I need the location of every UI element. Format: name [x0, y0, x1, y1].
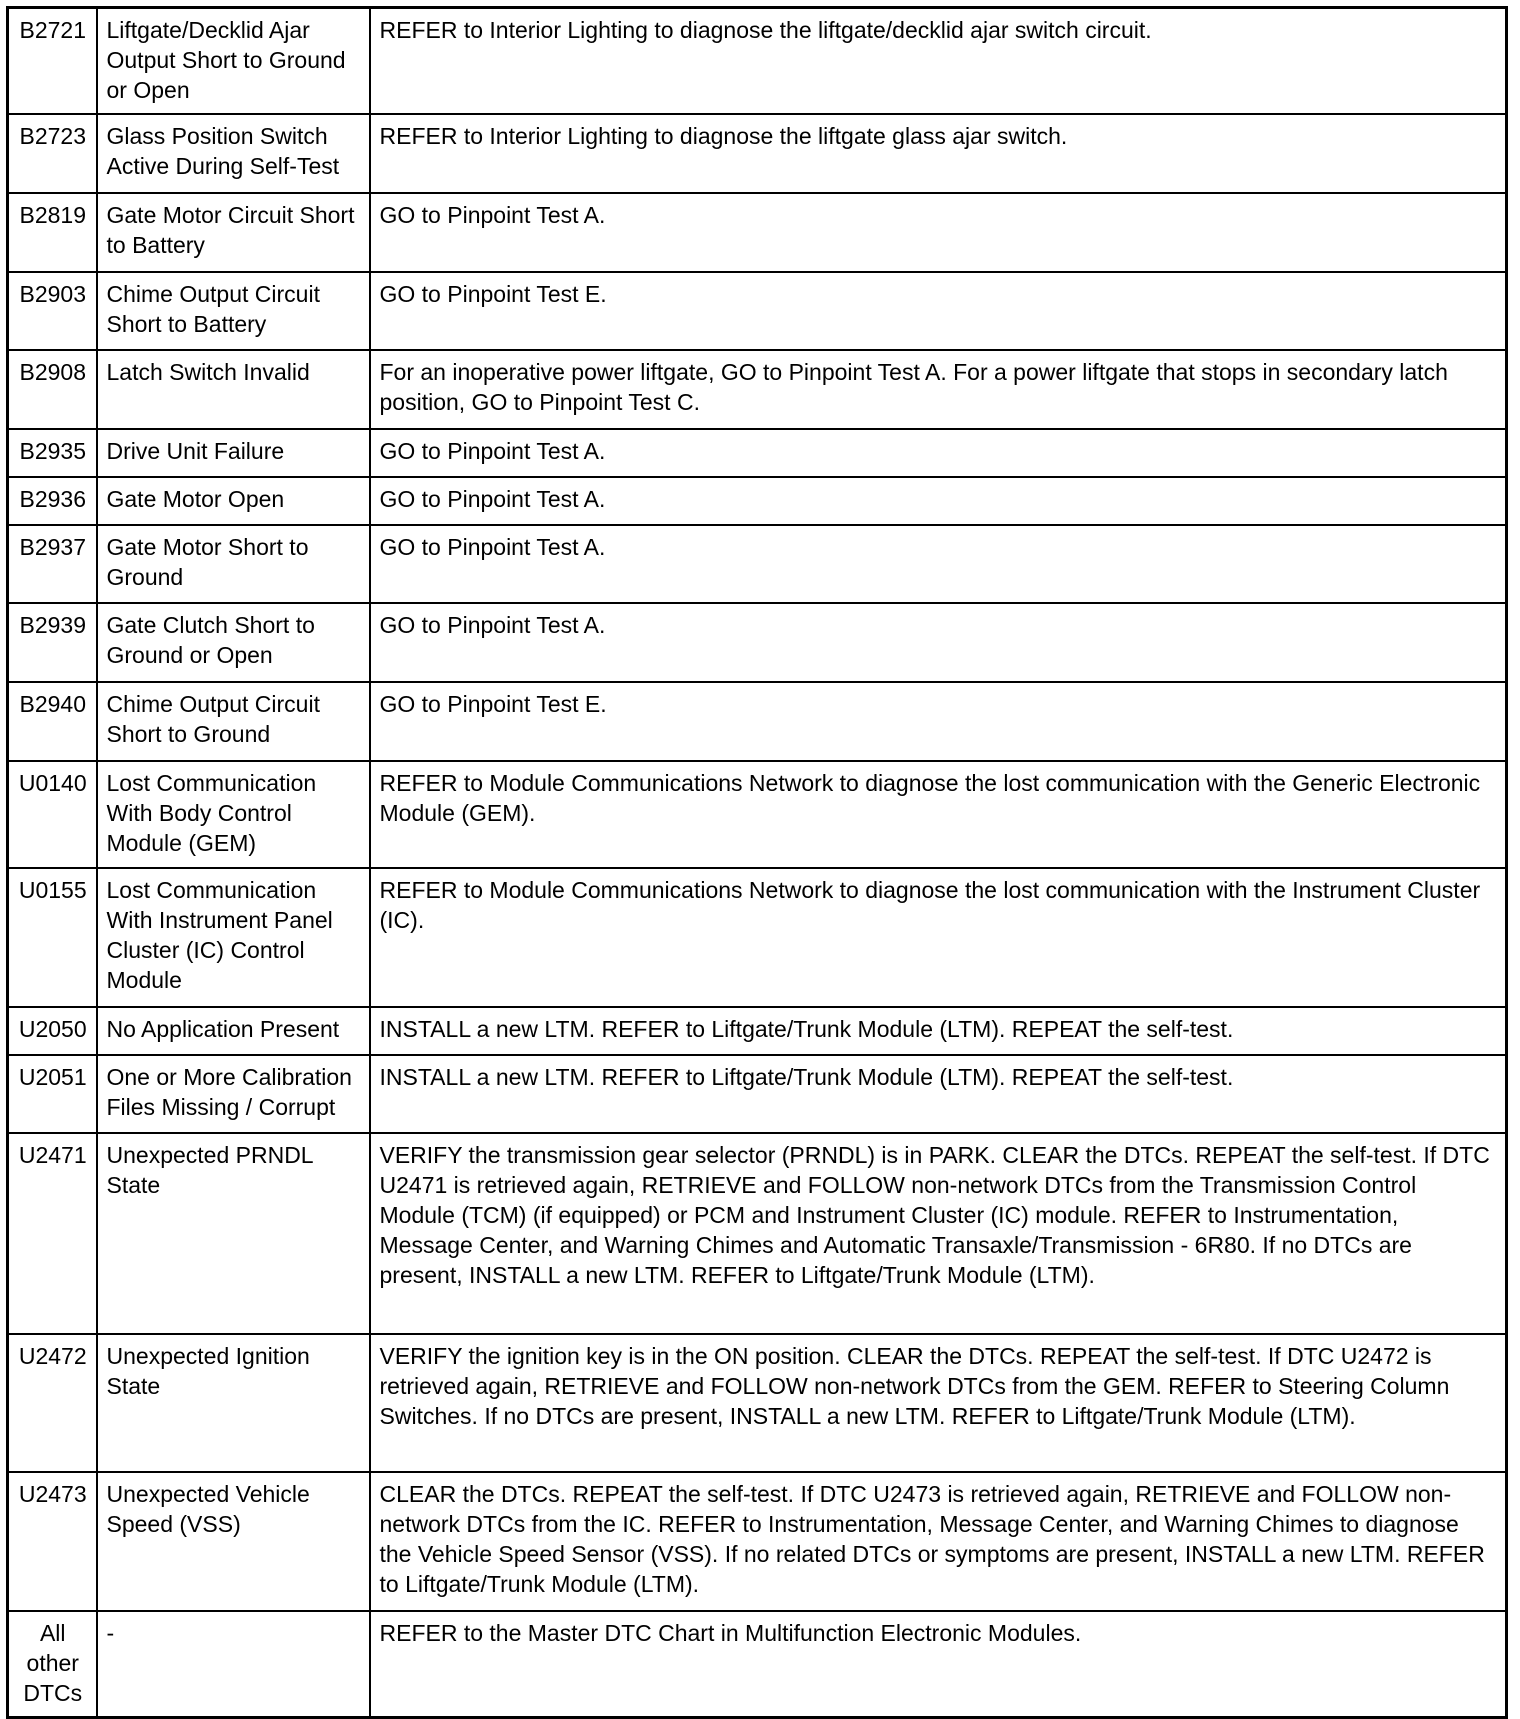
table-row [8, 1472, 1507, 1611]
dtc-action-cell: GO to Pinpoint Test A. [370, 477, 1507, 525]
dtc-action-cell: REFER to Module Communications Network to diagnose the lost communication with the Instrument Cluster (IC). [370, 868, 1507, 1007]
table-row [8, 603, 1507, 682]
dtc-code-cell: B2935 [8, 429, 97, 477]
dtc-code-cell: B2723 [8, 114, 97, 193]
dtc-description-cell: Unexpected PRNDL State [97, 1133, 370, 1334]
table-row [8, 761, 1507, 868]
dtc-description-cell: Gate Motor Short to Ground [97, 525, 370, 603]
dtc-action-cell: INSTALL a new LTM. REFER to Liftgate/Trunk Module (LTM). REPEAT the self-test. [370, 1007, 1507, 1055]
dtc-action-cell: GO to Pinpoint Test A. [370, 429, 1507, 477]
table-row [8, 1611, 1507, 1718]
dtc-description-cell: One or More Calibration Files Missing / Corrupt [97, 1055, 370, 1133]
dtc-action-cell: REFER to Interior Lighting to diagnose the liftgate glass ajar switch. [370, 114, 1507, 193]
dtc-action-cell: REFER to Module Communications Network to diagnose the lost communication with the Generic Electronic Module (GEM). [370, 761, 1507, 868]
dtc-description-cell: Lost Communication With Instrument Panel Cluster (IC) Control Module [97, 868, 370, 1007]
dtc-action-cell: REFER to the Master DTC Chart in Multifunction Electronic Modules. [370, 1611, 1507, 1718]
dtc-action-cell: GO to Pinpoint Test E. [370, 682, 1507, 761]
table-row [8, 1055, 1507, 1133]
dtc-code-cell: U0155 [8, 868, 97, 1007]
dtc-code-cell: U2051 [8, 1055, 97, 1133]
dtc-description-cell: Drive Unit Failure [97, 429, 370, 477]
dtc-action-cell: GO to Pinpoint Test A. [370, 525, 1507, 603]
dtc-code-cell: B2936 [8, 477, 97, 525]
dtc-code-cell: B2908 [8, 350, 97, 429]
dtc-code-cell: B2940 [8, 682, 97, 761]
dtc-action-cell: GO to Pinpoint Test E. [370, 272, 1507, 350]
table-row [8, 477, 1507, 525]
dtc-code-cell: B2939 [8, 603, 97, 682]
dtc-description-cell: Gate Motor Open [97, 477, 370, 525]
dtc-description-cell: Liftgate/Decklid Ajar Output Short to Ground or Open [97, 8, 370, 115]
dtc-code-cell: B2819 [8, 193, 97, 272]
dtc-description-cell: Unexpected Vehicle Speed (VSS) [97, 1472, 370, 1611]
table-row [8, 350, 1507, 429]
table-row [8, 1334, 1507, 1472]
dtc-description-cell: Unexpected Ignition State [97, 1334, 370, 1472]
dtc-description-cell: No Application Present [97, 1007, 370, 1055]
table-row [8, 682, 1507, 761]
dtc-description-cell: Glass Position Switch Active During Self-Test [97, 114, 370, 193]
dtc-table [6, 6, 1508, 1719]
dtc-action-cell: INSTALL a new LTM. REFER to Liftgate/Trunk Module (LTM). REPEAT the self-test. [370, 1055, 1507, 1133]
dtc-description-cell: Latch Switch Invalid [97, 350, 370, 429]
table-row [8, 272, 1507, 350]
dtc-code-cell: All other DTCs [8, 1611, 97, 1718]
table-row [8, 429, 1507, 477]
dtc-description-cell: Chime Output Circuit Short to Ground [97, 682, 370, 761]
table-row [8, 525, 1507, 603]
table-row [8, 1007, 1507, 1055]
dtc-action-cell: VERIFY the transmission gear selector (PRNDL) is in PARK. CLEAR the DTCs. REPEAT the self-test. If DTC U2471 is retrieved again, RETRIEVE and FOLLOW non-network DTCs from the Transmission Control Module (TCM) (if equipped) or PCM and Instrument Cluster (IC) module. REFER to Instrumentation, Message Center, and Warning Chimes and Automatic Transaxle/Transmission - 6R80. If no DTCs are present, INSTALL a new LTM. REFER to Liftgate/Trunk Module (LTM). [370, 1133, 1507, 1334]
dtc-action-cell: For an inoperative power liftgate, GO to Pinpoint Test A. For a power liftgate that stops in secondary latch position, GO to Pinpoint Test C. [370, 350, 1507, 429]
dtc-code-cell: B2937 [8, 525, 97, 603]
dtc-description-cell: Gate Clutch Short to Ground or Open [97, 603, 370, 682]
table-row [8, 868, 1507, 1007]
dtc-table-body [8, 8, 1507, 1718]
dtc-code-cell: B2903 [8, 272, 97, 350]
dtc-description-cell: Lost Communication With Body Control Module (GEM) [97, 761, 370, 868]
dtc-action-cell: CLEAR the DTCs. REPEAT the self-test. If DTC U2473 is retrieved again, RETRIEVE and FOLLOW non-network DTCs from the IC. REFER to Instrumentation, Message Center, and Warning Chimes to diagnose the Vehicle Speed Sensor (VSS). If no related DTCs or symptoms are present, INSTALL a new LTM. REFER to Liftgate/Trunk Module (LTM). [370, 1472, 1507, 1611]
dtc-code-cell: U2050 [8, 1007, 97, 1055]
dtc-code-cell: B2721 [8, 8, 97, 115]
table-row [8, 8, 1507, 115]
table-row [8, 193, 1507, 272]
dtc-code-cell: U2472 [8, 1334, 97, 1472]
dtc-description-cell: - [97, 1611, 370, 1718]
dtc-code-cell: U0140 [8, 761, 97, 868]
dtc-action-cell: GO to Pinpoint Test A. [370, 193, 1507, 272]
table-row [8, 1133, 1507, 1334]
dtc-code-cell: U2471 [8, 1133, 97, 1334]
dtc-code-cell: U2473 [8, 1472, 97, 1611]
table-row [8, 114, 1507, 193]
dtc-action-cell: VERIFY the ignition key is in the ON position. CLEAR the DTCs. REPEAT the self-test. If DTC U2472 is retrieved again, RETRIEVE and FOLLOW non-network DTCs from the GEM. REFER to Steering Column Switches. If no DTCs are present, INSTALL a new LTM. REFER to Liftgate/Trunk Module (LTM). [370, 1334, 1507, 1472]
dtc-action-cell: GO to Pinpoint Test A. [370, 603, 1507, 682]
dtc-description-cell: Gate Motor Circuit Short to Battery [97, 193, 370, 272]
dtc-description-cell: Chime Output Circuit Short to Battery [97, 272, 370, 350]
dtc-action-cell: REFER to Interior Lighting to diagnose the liftgate/decklid ajar switch circuit. [370, 8, 1507, 115]
